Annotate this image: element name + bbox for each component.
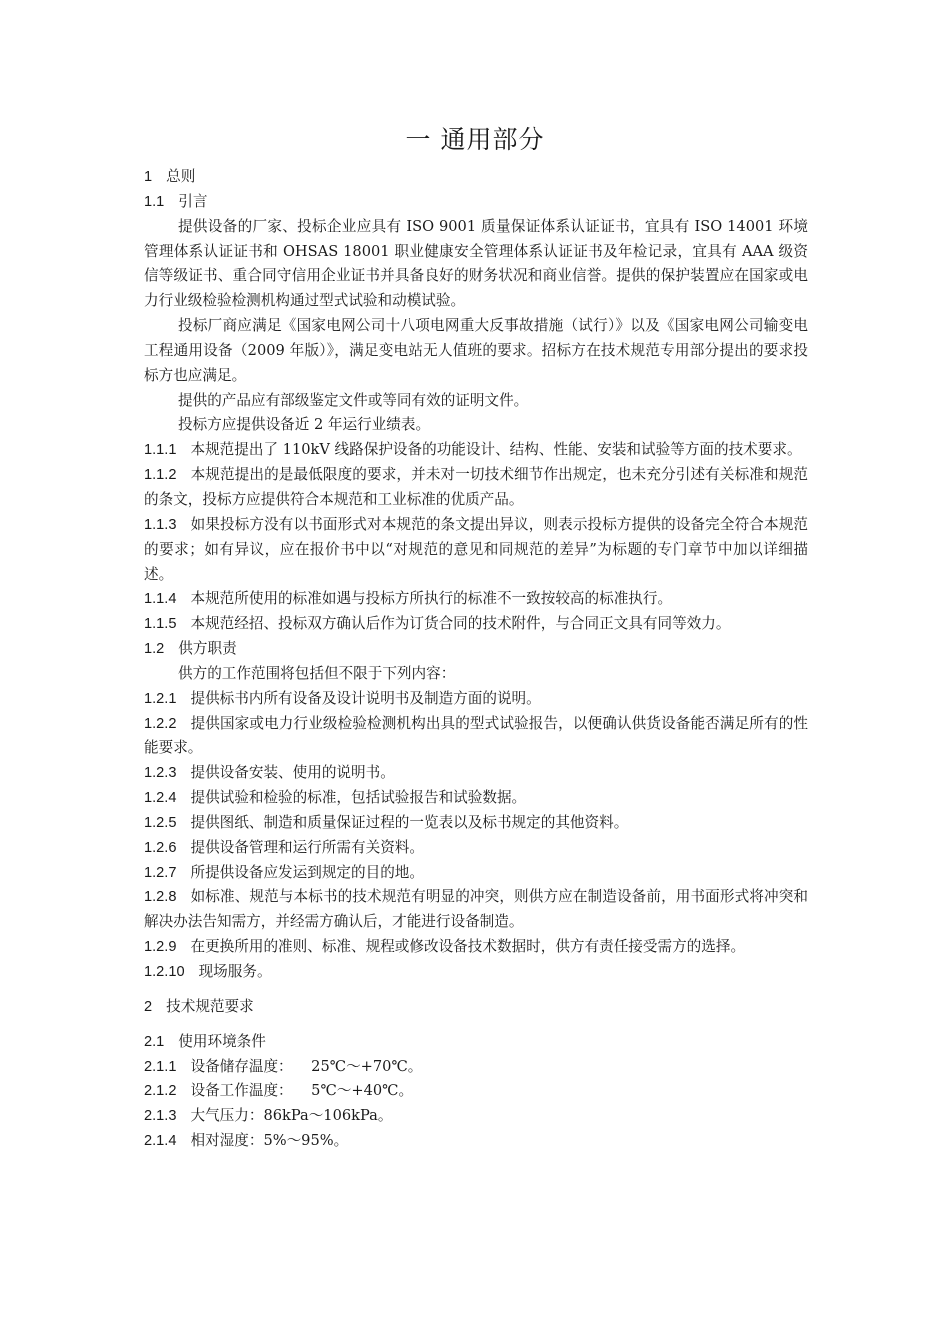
clause-text: 相对湿度：5%～95%。 bbox=[190, 1132, 349, 1150]
clause-text: 如果投标方没有以书面形式对本规范的条文提出异议，则表示投标方提供的设备完全符合本规范的要求；如有异议，应在报价书中以“对规范的意见和同规范的差异”为标题的专门章节中加以详细描述。 bbox=[144, 515, 808, 583]
section-title: 使用环境条件 bbox=[178, 1032, 266, 1050]
section-number: 2 bbox=[144, 998, 153, 1015]
clause-number: 1.2.4 bbox=[144, 790, 177, 807]
clause bbox=[144, 438, 808, 463]
clause-number: 1.1.5 bbox=[144, 616, 177, 633]
paragraph: 供方的工作范围将包括但不限于下列内容： bbox=[178, 664, 456, 682]
clause bbox=[144, 836, 808, 861]
clause bbox=[144, 513, 808, 588]
clause-text: 提供设备管理和运行所需有关资料。 bbox=[190, 838, 424, 856]
clause-number: 2.1.4 bbox=[144, 1133, 177, 1150]
clause-number: 1.2.6 bbox=[144, 839, 177, 856]
clause-text: 本规范提出了 110kV 线路保护设备的功能设计、结构、性能、安装和试验等方面的技术要求。 bbox=[190, 441, 802, 459]
section-heading bbox=[144, 165, 808, 190]
document-body bbox=[144, 165, 808, 1154]
clause bbox=[144, 1079, 808, 1104]
clause bbox=[144, 687, 808, 712]
clause bbox=[144, 1104, 808, 1129]
section-title: 引言 bbox=[178, 192, 208, 210]
clause-text: 提供设备安装、使用的说明书。 bbox=[190, 764, 395, 782]
clause bbox=[144, 612, 808, 637]
clause-number: 2.1.3 bbox=[144, 1108, 177, 1125]
clause-number: 1.1.1 bbox=[144, 442, 177, 459]
clause bbox=[144, 811, 808, 836]
clause-number: 1.1.2 bbox=[144, 467, 177, 484]
clause-number: 1.2.7 bbox=[144, 864, 177, 881]
clause bbox=[144, 587, 808, 612]
clause-number: 1.1.4 bbox=[144, 591, 177, 608]
paragraph: 提供设备的厂家、投标企业应具有 ISO 9001 质量保证体系认证证书，宜具有 ISO 14001 环境管理体系认证证书和 OHSAS 18001 职业健康安全管理体系认证证书及年检记录，宜具有 AAA 级资信等级证书、重合同守信用企业证书并具备良好的财务状况和商业信誉。提供的保护装置应在国家或电力行业级检验检测机构通过型式试验和动模试验。 bbox=[144, 217, 808, 310]
clause-number: 1.2.8 bbox=[144, 889, 177, 906]
clause bbox=[144, 761, 808, 786]
section-number: 2.1 bbox=[144, 1033, 165, 1050]
clause-number: 1.2.5 bbox=[144, 814, 177, 831]
clause bbox=[144, 1129, 808, 1154]
paragraph: 投标方应提供设备近 2 年运行业绩表。 bbox=[178, 416, 431, 434]
clause bbox=[144, 1055, 808, 1080]
section-heading bbox=[144, 637, 808, 662]
section-title: 技术规范要求 bbox=[166, 997, 254, 1015]
clause-text: 如标准、规范与本标书的技术规范有明显的冲突，则供方应在制造设备前，用书面形式将冲突和解决办法告知需方，并经需方确认后，才能进行设备制造。 bbox=[144, 888, 808, 931]
clause-text: 所提供设备应发运到规定的目的地。 bbox=[190, 863, 424, 881]
section-heading bbox=[144, 995, 808, 1020]
clause bbox=[144, 861, 808, 886]
clause-text: 设备工作温度： 5℃～+40℃。 bbox=[190, 1082, 414, 1100]
clause bbox=[144, 463, 808, 513]
clause-text: 提供国家或电力行业级检验检测机构出具的型式试验报告，以便确认供货设备能否满足所有的性能要求。 bbox=[144, 714, 808, 757]
clause-number: 2.1.1 bbox=[144, 1058, 177, 1075]
clause-text: 大气压力：86kPa～106kPa。 bbox=[190, 1107, 393, 1125]
clause-text: 现场服务。 bbox=[198, 963, 272, 980]
clause bbox=[144, 712, 808, 762]
section-heading bbox=[144, 1030, 808, 1055]
clause-number: 1.2.3 bbox=[144, 765, 177, 782]
clause-number: 2.1.2 bbox=[144, 1083, 177, 1100]
clause bbox=[144, 960, 808, 985]
paragraph: 投标厂商应满足《国家电网公司十八项电网重大反事故措施（试行）》以及《国家电网公司输变电工程通用设备（2009 年版）》，满足变电站无人值班的要求。招标方在技术规范专用部分提出的要求投标方也应满足。 bbox=[144, 317, 808, 384]
section-number: 1 bbox=[144, 169, 153, 185]
clause-text: 提供试验和检验的标准，包括试验报告和试验数据。 bbox=[190, 789, 527, 807]
clause-text: 提供标书内所有设备及设计说明书及制造方面的说明。 bbox=[190, 689, 541, 707]
clause-text: 在更换所用的准则、标准、规程或修改设备技术数据时，供方有责任接受需方的选择。 bbox=[190, 938, 746, 956]
clause-text: 本规范所使用的标准如遇与投标方所执行的标准不一致按较高的标准执行。 bbox=[190, 590, 673, 608]
clause-number: 1.2.2 bbox=[144, 715, 177, 732]
section-title: 供方职责 bbox=[178, 640, 237, 658]
section-number: 1.2 bbox=[144, 641, 165, 658]
clause-text: 提供图纸、制造和质量保证过程的一览表以及标书规定的其他资料。 bbox=[190, 813, 629, 831]
section-heading bbox=[144, 190, 808, 215]
clause-text: 本规范提出的是最低限度的要求，并未对一切技术细节作出规定，也未充分引述有关标准和规范的条文，投标方应提供符合本规范和工业标准的优质产品。 bbox=[144, 466, 808, 508]
clause bbox=[144, 935, 808, 960]
clause-number: 1.2.1 bbox=[144, 690, 177, 707]
clause-text: 本规范经招、投标双方确认后作为订货合同的技术附件，与合同正文具有同等效力。 bbox=[190, 615, 731, 633]
section-number: 1.1 bbox=[144, 193, 165, 210]
clause bbox=[144, 885, 808, 935]
clause-number: 1.2.10 bbox=[144, 964, 185, 980]
clause-number: 1.1.3 bbox=[144, 516, 177, 533]
section-title: 总则 bbox=[166, 168, 196, 185]
clause bbox=[144, 786, 808, 811]
clause-number: 1.2.9 bbox=[144, 939, 177, 956]
paragraph: 提供的产品应有部级鉴定文件或等同有效的证明文件。 bbox=[178, 391, 529, 409]
page-title: 一 通用部分 bbox=[405, 125, 545, 154]
clause-text: 设备储存温度： 25℃～+70℃。 bbox=[190, 1057, 423, 1075]
